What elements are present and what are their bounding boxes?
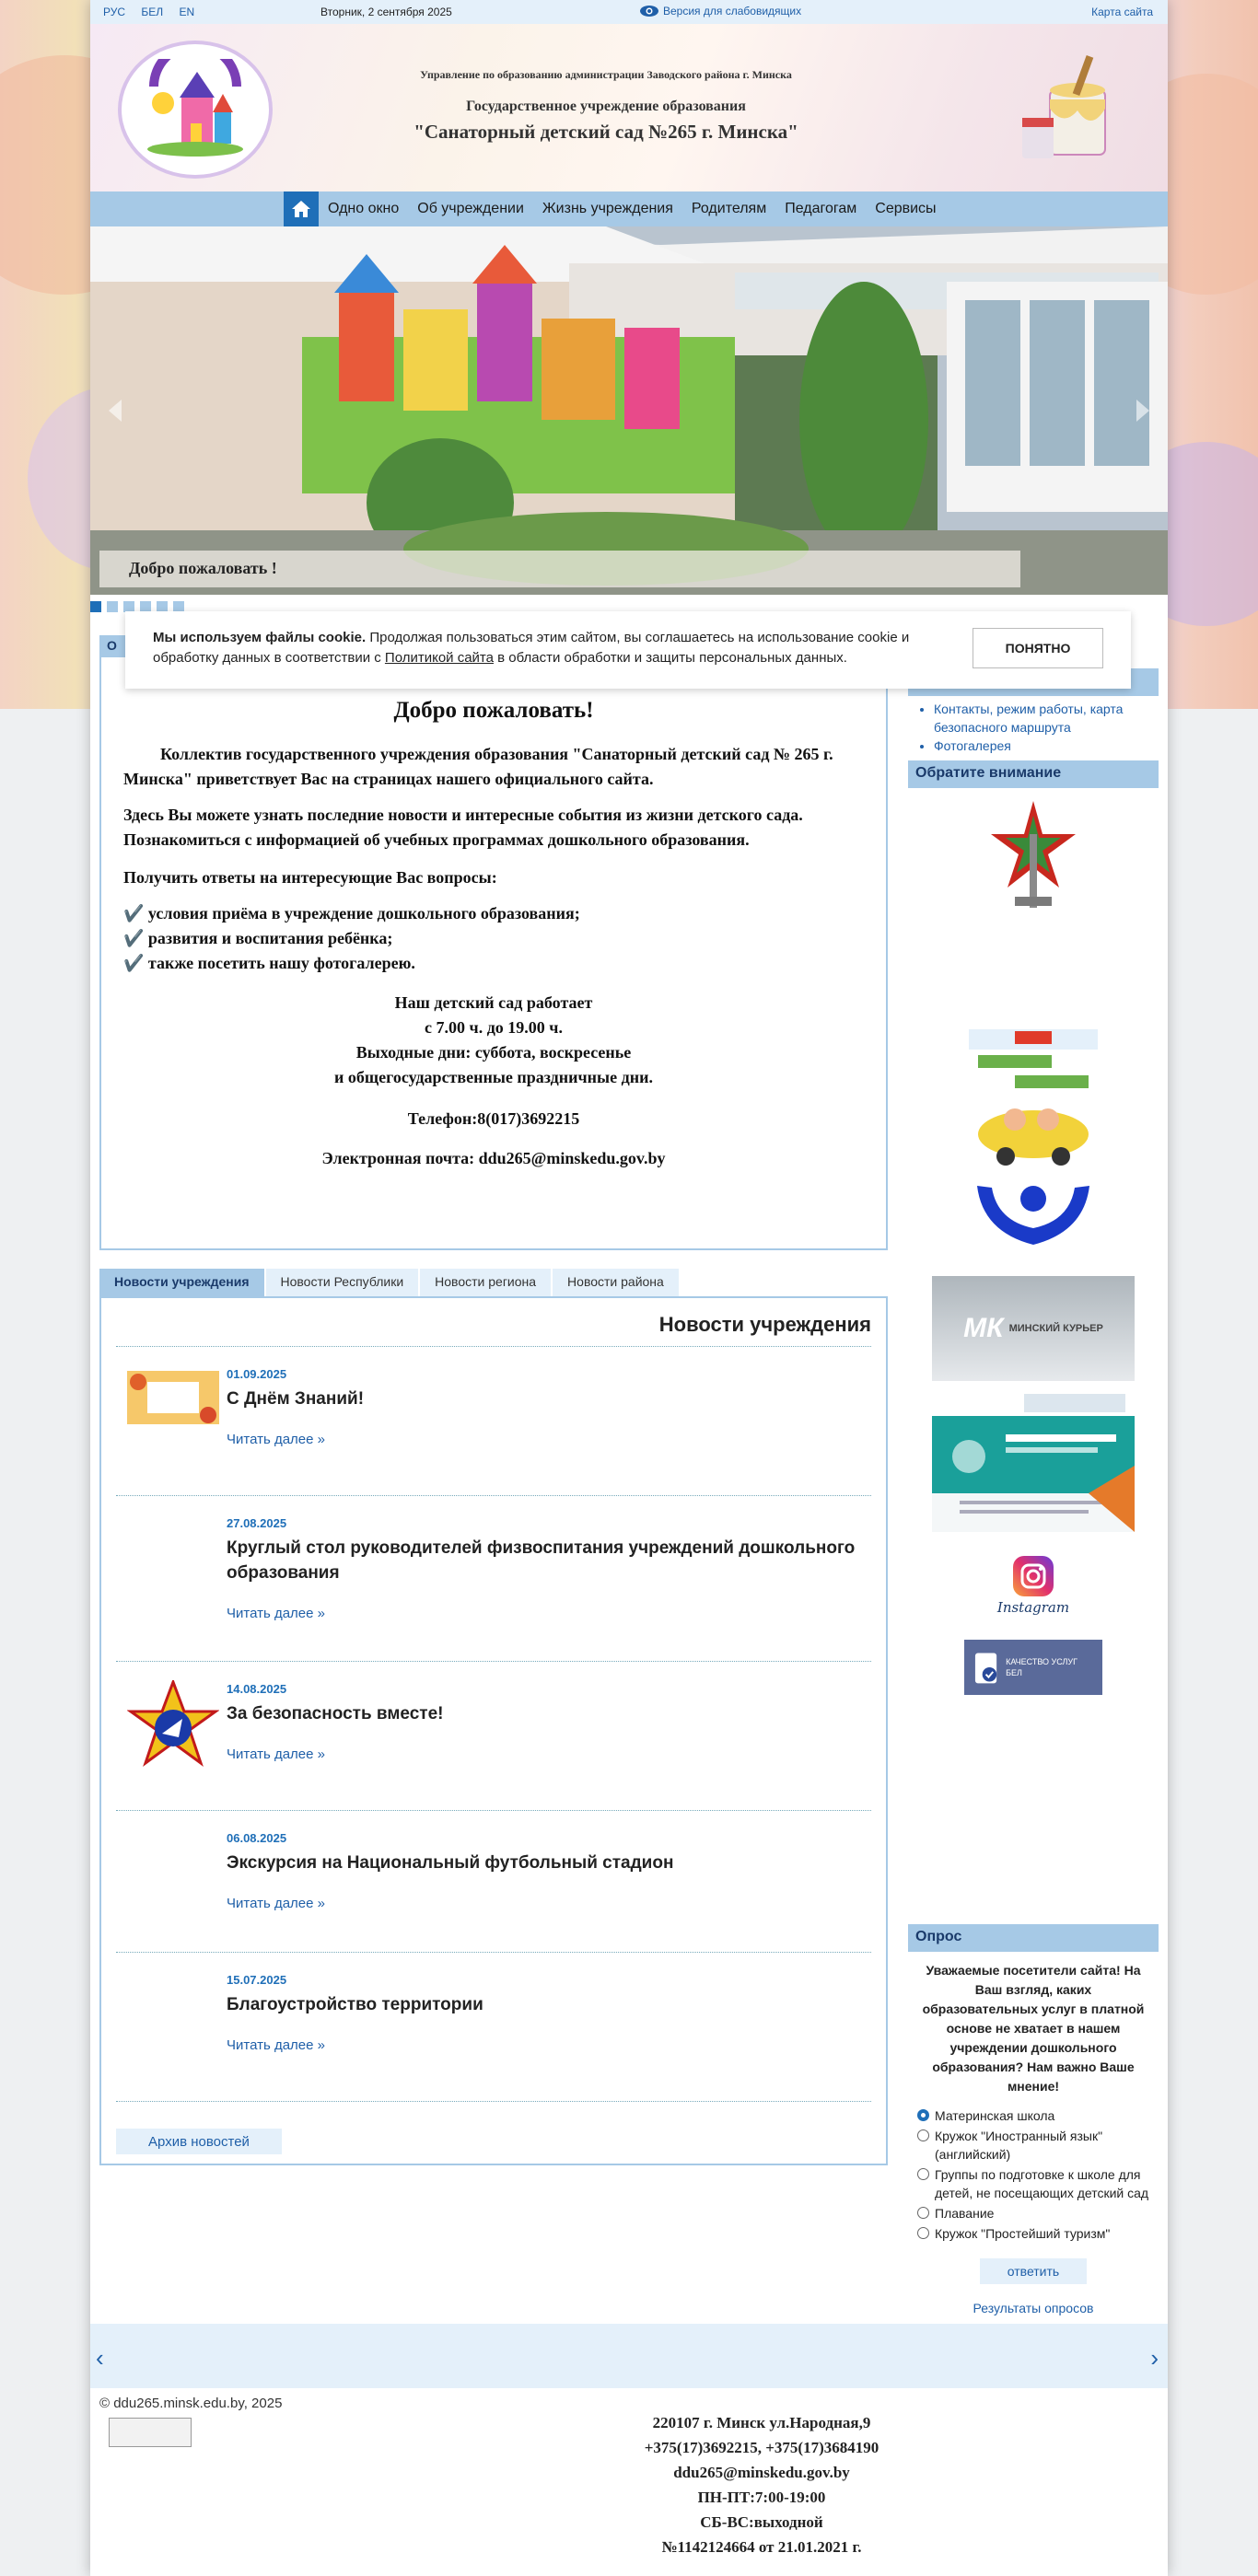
schedule-line: с 7.00 ч. до 19.00 ч.: [425, 1018, 563, 1037]
privacy-policy-link[interactable]: Политикой сайта: [384, 650, 494, 666]
nav-parents[interactable]: Родителям: [691, 201, 767, 216]
lang-be[interactable]: БЕЛ: [141, 6, 164, 18]
news-date: 15.07.2025: [227, 1973, 287, 1987]
best-school-site-certificate[interactable]: [932, 1390, 1135, 1532]
main-nav: [90, 191, 1168, 226]
eye-icon: [639, 5, 659, 17]
footer-hours-weekend: СБ-ВС:выходной: [700, 2513, 823, 2531]
mk-label: МИНСКИЙ КУРЬЕР: [1008, 1323, 1103, 1334]
news-thumbnail[interactable]: [127, 1371, 219, 1424]
nav-services[interactable]: Сервисы: [875, 201, 937, 216]
news-box: [99, 1296, 888, 2165]
cookie-title: Мы используем файлы cookie.: [153, 630, 367, 645]
footer-hours-weekdays: ПН-ПТ:7:00-19:00: [697, 2489, 826, 2506]
welcome-block: [99, 635, 888, 1250]
cookie-body-end: в области обработки и защиты персональных данных.: [493, 650, 847, 666]
footer-contacts: [600, 2410, 923, 2559]
footer-registration: №1142124664 от 21.01.2021 г.: [661, 2538, 862, 2556]
cookie-banner: [125, 611, 1131, 689]
radio-selected[interactable]: [917, 2109, 929, 2121]
clipboard-check-icon: [973, 1649, 998, 1686]
slide-photo-mural: [90, 226, 1168, 595]
top-bar: [90, 0, 1168, 24]
news-date: 14.08.2025: [227, 1682, 287, 1696]
news-title[interactable]: Круглый стол руководителей физвоспитания учреждений дошкольного образования: [227, 1538, 856, 1583]
low-vision-label: Версия для слабовидящих: [663, 5, 802, 17]
cookie-body: Продолжая пользоваться этим сайтом, вы соглашаетесь на использование cookie и обработку данных в соответствии с: [153, 630, 910, 666]
poll-widget: [908, 1924, 1159, 2315]
instagram-label: Instagram: [996, 1599, 1070, 1616]
poll-heading: Опрос: [908, 1924, 1159, 1952]
instagram-banner[interactable]: [996, 1556, 1070, 1616]
header-institution-name: "Санаторный детский сад №265 г. Минска": [414, 121, 798, 143]
welcome-phone: Телефон:8(017)3692215: [407, 1109, 580, 1128]
news-title[interactable]: С Днём Знаний!: [227, 1389, 365, 1409]
nav-teachers[interactable]: Педагогам: [785, 201, 857, 216]
news-thumbnail-emblem[interactable]: [127, 1680, 219, 1769]
read-more-link[interactable]: Читать далее »: [227, 1432, 325, 1447]
welcome-list-item: ✔️ условия приёма в учреждение дошкольного образования;: [123, 904, 580, 922]
sidebar-links: [908, 696, 1159, 760]
news-item: [116, 1953, 871, 2102]
instagram-icon: [1013, 1556, 1054, 1596]
sidebar-link-gallery[interactable]: Фотогалерея: [934, 738, 1011, 753]
cookie-accept-button[interactable]: ПОНЯТНО: [973, 628, 1103, 668]
read-more-link[interactable]: Читать далее »: [227, 1606, 325, 1621]
mk-logo: МК: [963, 1313, 1004, 1343]
minsk-courier-banner[interactable]: [932, 1276, 1135, 1381]
carousel-next-icon[interactable]: ›: [1150, 2344, 1159, 2372]
poll-option-label: Плавание: [935, 2206, 995, 2221]
support-hands-banner[interactable]: [973, 1177, 1093, 1256]
news-heading: Новости учреждения: [116, 1307, 871, 1347]
tab-news-institution[interactable]: Новости учреждения: [99, 1269, 264, 1296]
poll-option-label: Материнская школа: [935, 2108, 1055, 2123]
welcome-paragraph: Здесь Вы можете узнать последние новости и интересные события из жизни детского сада. Познакомиться с информацией об учебных программах дошкольного образования.: [123, 806, 803, 849]
partners-carousel: [90, 2324, 1168, 2388]
poll-option[interactable]: [908, 2106, 1159, 2126]
traffic-safety-banner[interactable]: [960, 1024, 1107, 1171]
news-item: [116, 1811, 871, 1953]
memorial-star-banner[interactable]: [987, 797, 1079, 908]
poll-option-label: Кружок "Простейший туризм": [935, 2226, 1111, 2241]
welcome-paragraph: Получить ответы на интересующие Вас вопросы:: [123, 868, 497, 887]
news-title[interactable]: За безопасность вместе!: [227, 1704, 444, 1723]
tab-news-district[interactable]: Новости района: [553, 1269, 679, 1296]
footer-address: 220107 г. Минск ул.Народная,9: [652, 2414, 871, 2431]
news-section: [99, 1269, 888, 2165]
news-tabs: [99, 1269, 888, 1296]
image-slider[interactable]: [90, 226, 1168, 595]
slide-caption: Добро пожаловать !: [99, 551, 1020, 587]
sidebar: [908, 633, 1159, 1695]
service-quality-banner[interactable]: [964, 1640, 1102, 1695]
poll-option[interactable]: [908, 2126, 1159, 2164]
radio[interactable]: [917, 2227, 929, 2239]
poll-submit-button[interactable]: ответить: [980, 2258, 1087, 2284]
news-item: [116, 1496, 871, 1662]
visit-counter[interactable]: [109, 2418, 192, 2447]
lang-ru[interactable]: РУС: [103, 6, 126, 18]
read-more-link[interactable]: Читать далее »: [227, 2037, 325, 2053]
paint-bucket-icon: [1022, 53, 1124, 164]
home-button[interactable]: [284, 191, 319, 226]
radio[interactable]: [917, 2129, 929, 2141]
castle-logo-icon: [135, 59, 255, 160]
news-item: [116, 1347, 871, 1496]
welcome-list-item: ✔️ развития и воспитания ребёнка;: [123, 929, 393, 947]
slider-dot[interactable]: [90, 601, 101, 612]
welcome-paragraph: Коллектив государственного учреждения образования "Санаторный детский сад № 265 г. Минска" приветствует Вас на страницах нашего официального сайта.: [123, 745, 833, 788]
language-switcher: [103, 6, 207, 18]
low-vision-link[interactable]: [639, 5, 801, 17]
nav-life[interactable]: Жизнь учреждения: [542, 201, 673, 216]
footer-phones: +375(17)3692215, +375(17)3684190: [644, 2439, 879, 2456]
schedule-line: и общегосударственные праздничные дни.: [334, 1068, 653, 1086]
header-titles: [385, 68, 827, 144]
welcome-list-item: ✔️ также посетить нашу фотогалерею.: [123, 954, 415, 972]
news-date: 06.08.2025: [227, 1831, 287, 1845]
nav-one-window[interactable]: Одно окно: [328, 201, 400, 216]
poll-option[interactable]: [908, 2223, 1159, 2244]
slider-dot[interactable]: [107, 601, 118, 612]
news-item: [116, 1662, 871, 1811]
header-institution-type: Государственное учреждение образования: [466, 99, 746, 114]
news-title[interactable]: Благоустройство территории: [227, 1995, 483, 2014]
page-container: [90, 0, 1168, 2576]
footer-email: ddu265@minskedu.gov.by: [673, 2464, 850, 2481]
radio[interactable]: [917, 2207, 929, 2219]
main-column: [99, 635, 888, 2150]
welcome-tab[interactable]: О: [99, 635, 127, 657]
news-date: 27.08.2025: [227, 1516, 287, 1530]
poll-option[interactable]: [908, 2203, 1159, 2223]
news-title[interactable]: Экскурсия на Национальный футбольный стадион: [227, 1853, 674, 1873]
sidebar-link-contacts[interactable]: Контакты, режим работы, карта безопасного маршрута: [934, 702, 1124, 735]
poll-results-link[interactable]: Результаты опросов: [973, 2301, 1094, 2315]
tab-news-republic[interactable]: Новости Республики: [266, 1269, 419, 1296]
poll-question: Уважаемые посетители сайта! На Ваш взгляд, каких образовательных услуг в платной основе не хватает в нашем учреждении дошкольного образования? Нам важно Ваше мнение!: [922, 1963, 1145, 2094]
news-date: 01.09.2025: [227, 1367, 287, 1381]
radio[interactable]: [917, 2168, 929, 2180]
current-date: Вторник, 2 сентября 2025: [320, 6, 452, 18]
site-footer: [99, 2390, 1159, 2556]
home-icon: [291, 200, 311, 218]
sitemap-link[interactable]: Карта сайта: [1091, 6, 1153, 18]
poll-option-label: Кружок "Иностранный язык" (английский): [935, 2129, 1103, 2162]
kindergarten-logo[interactable]: [118, 41, 273, 179]
site-header: [90, 24, 1168, 191]
welcome-title: Добро пожаловать!: [393, 698, 594, 723]
read-more-link[interactable]: Читать далее »: [227, 1746, 325, 1762]
footer-copyright: © ddu265.minsk.edu.by, 2025: [99, 2396, 283, 2411]
poll-option-label: Группы по подготовке к школе для детей, не посещающих детский сад: [935, 2167, 1149, 2200]
lang-en[interactable]: EN: [179, 6, 195, 18]
cookie-text: [153, 628, 963, 668]
sidebar-heading-attention: Обратите внимание: [908, 760, 1159, 788]
poll-option[interactable]: [908, 2164, 1159, 2203]
header-admin: Управление по образованию администрации Заводского района г. Минска: [420, 68, 792, 81]
tab-news-region[interactable]: Новости региона: [420, 1269, 551, 1296]
news-archive-button[interactable]: Архив новостей: [116, 2129, 282, 2154]
schedule-line: Наш детский сад работает: [394, 993, 593, 1012]
quality-label: КАЧЕСТВО УСЛУГ БЕЛ: [1006, 1657, 1077, 1677]
nav-about[interactable]: Об учреждении: [417, 201, 524, 216]
read-more-link[interactable]: Читать далее »: [227, 1896, 325, 1911]
schedule-line: Выходные дни: суббота, воскресенье: [355, 1043, 632, 1062]
welcome-email: Электронная почта: ddu265@minskedu.gov.by: [321, 1149, 666, 1167]
carousel-prev-icon[interactable]: ‹: [96, 2344, 104, 2372]
